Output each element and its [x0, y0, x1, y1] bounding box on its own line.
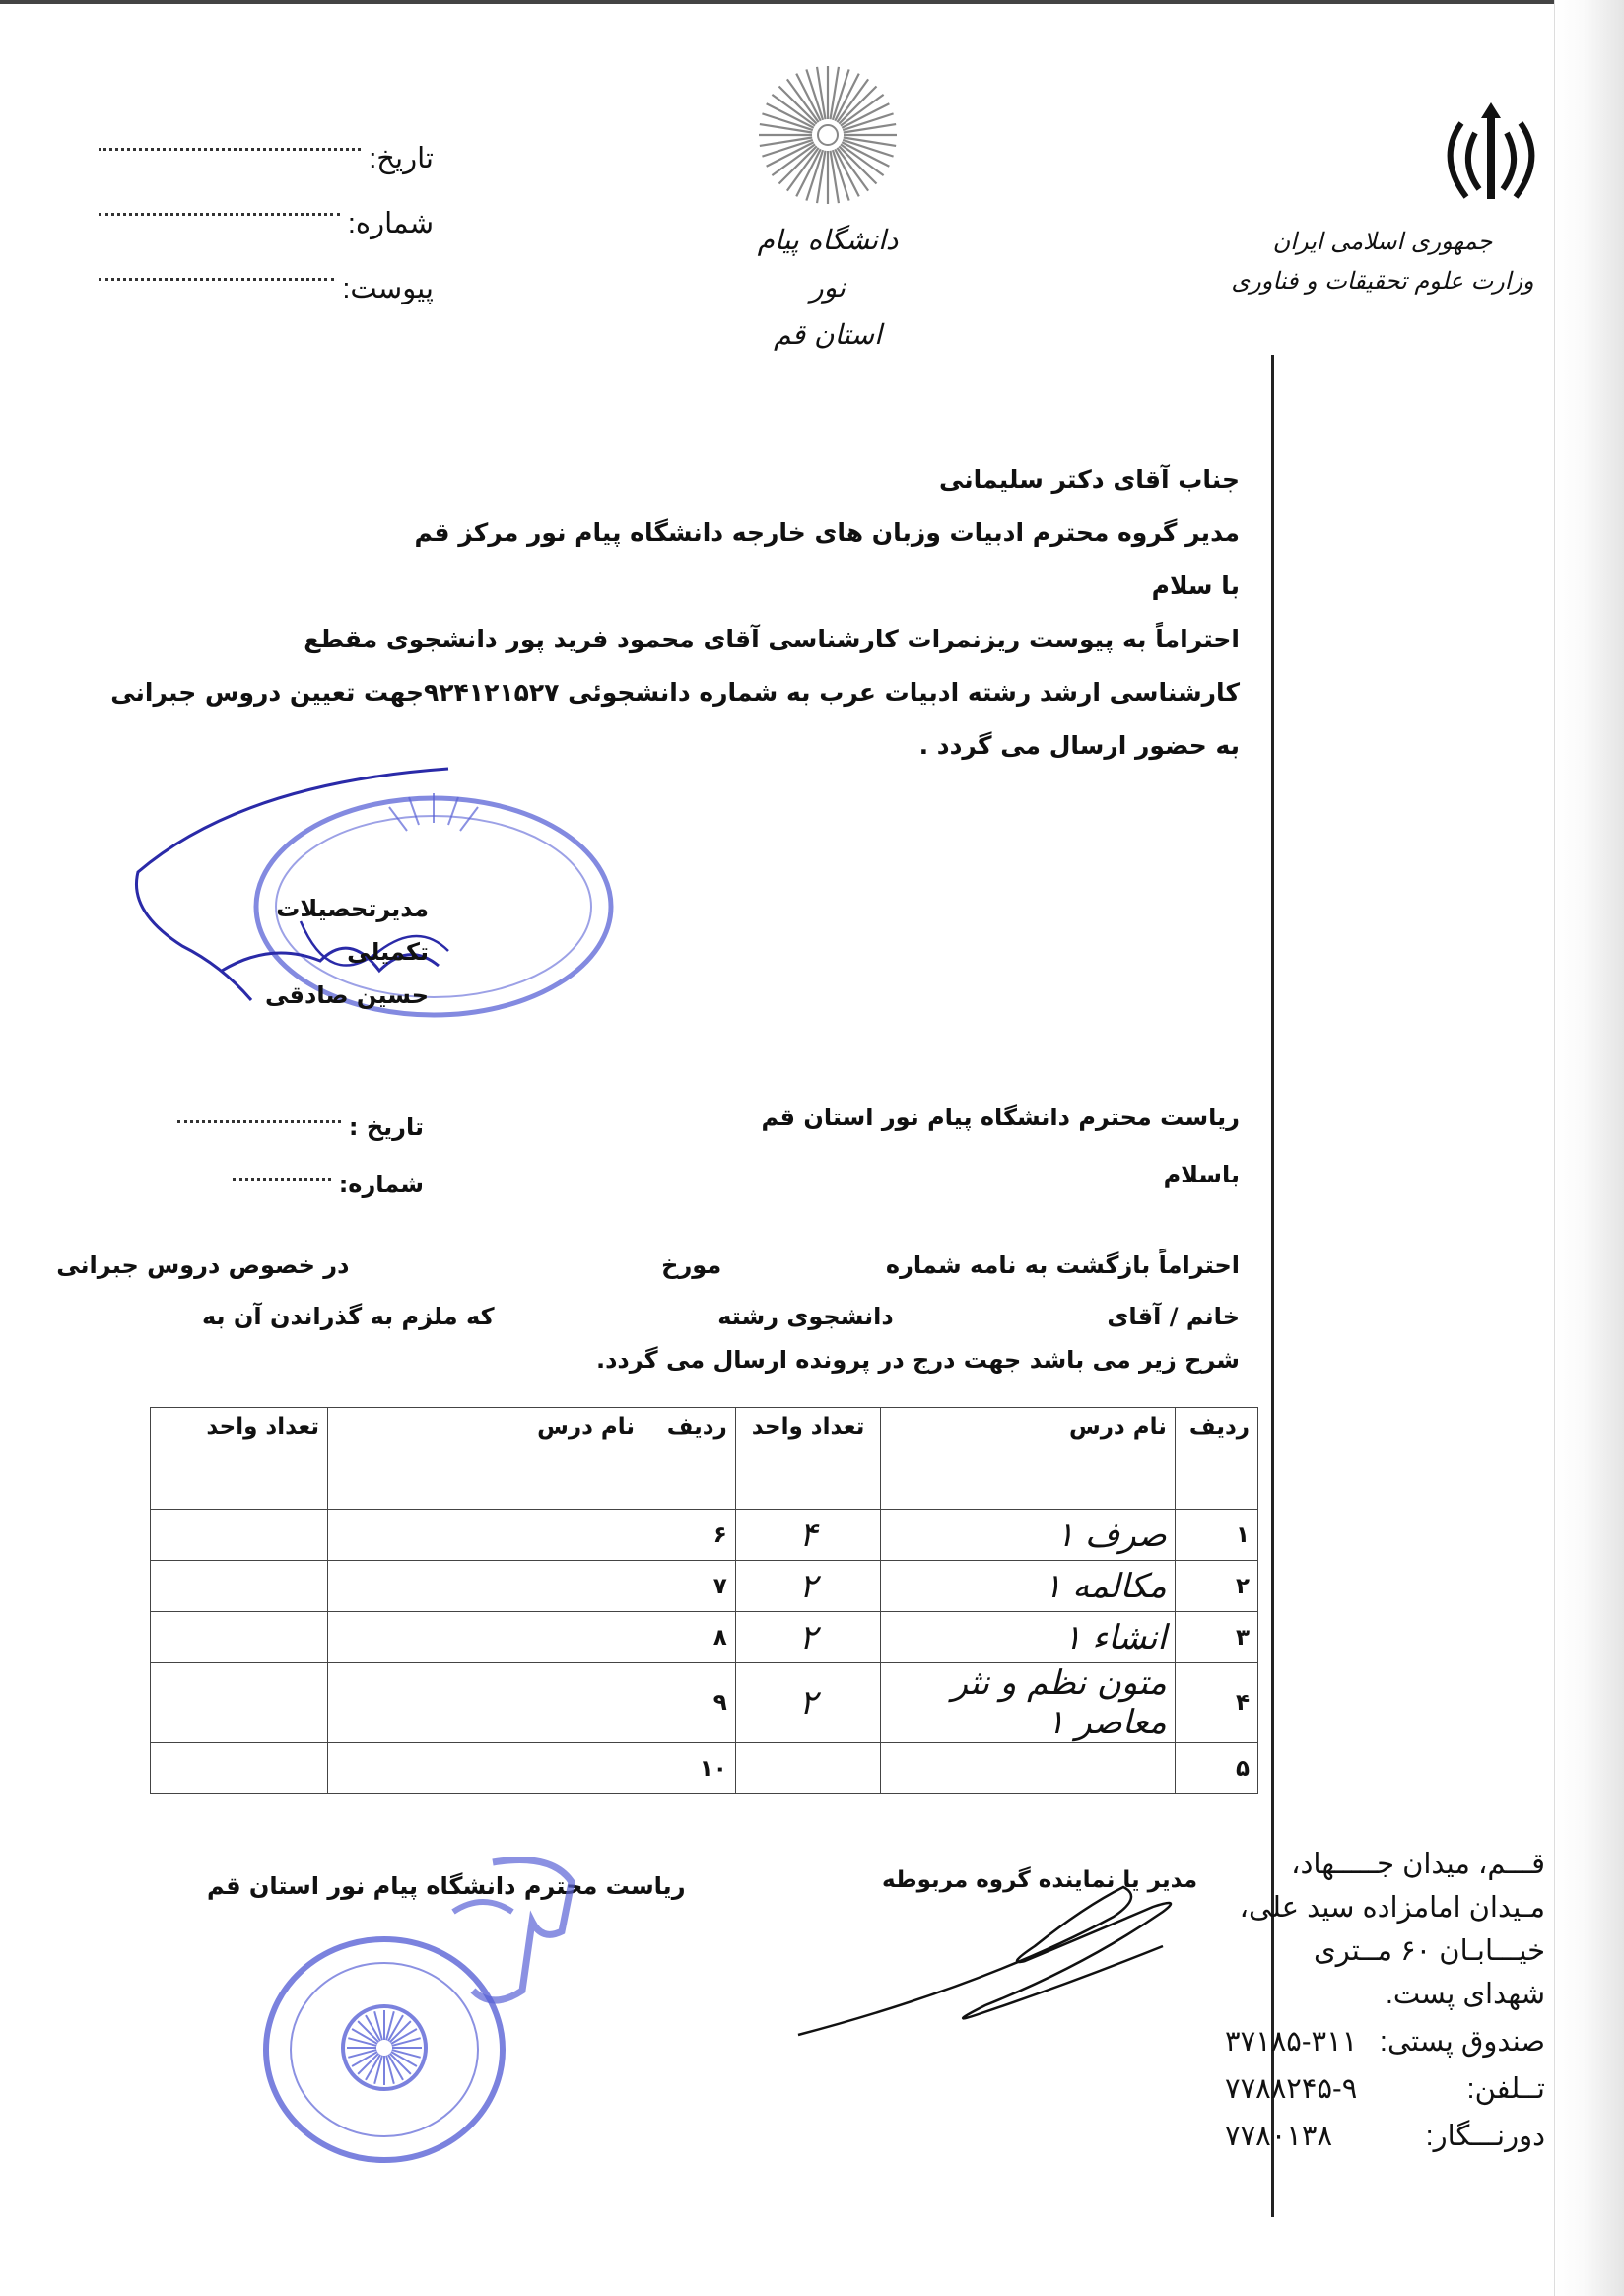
course-units-2-cell: [151, 1561, 328, 1612]
course-units-2-cell: [151, 1510, 328, 1561]
reply-metadata: [177, 1099, 424, 1213]
signer-title: مدیرتحصیلات تکمیلی: [276, 895, 429, 966]
header-row-number: ردیف: [1175, 1408, 1257, 1510]
address-block: [1225, 1843, 1545, 2158]
address-line-2: مـیدان امامزاده سید علی،: [1239, 1892, 1545, 1924]
course-name-cell: [881, 1743, 1175, 1794]
table-row: [151, 1743, 1258, 1794]
course-name-cell: مکالمه ۱: [881, 1561, 1175, 1612]
payame-noor-logo-icon: [754, 61, 902, 209]
phone-label: تــلفن:: [1466, 2073, 1545, 2105]
reply-line-2-c: که ملزم به گذراندن آن به: [202, 1303, 495, 1330]
reply-greeting: باسلام: [1163, 1161, 1240, 1188]
reply-number-field[interactable]: [233, 1156, 331, 1181]
course-name-cell: صرف ۱: [881, 1510, 1175, 1561]
ministry-line-2: وزارت علوم تحقیقات و فناوری: [1231, 267, 1534, 295]
reply-line-1-a: احتراماً بازگشت به نامه شماره: [885, 1251, 1240, 1279]
reply-line-3: شرح زیر می باشد جهت درج در پرونده ارسال می گردد.: [595, 1346, 1240, 1374]
course-name-2-cell: [328, 1663, 643, 1743]
row-number-2-cell: ۷: [643, 1561, 736, 1612]
greeting: با سلام: [1151, 572, 1240, 600]
university-line-2: استان قم: [774, 318, 882, 351]
table-row: [151, 1510, 1258, 1561]
row-number-2-cell: ۹: [643, 1663, 736, 1743]
table-row: [151, 1663, 1258, 1743]
row-number-cell: ۵: [1175, 1743, 1257, 1794]
course-name-2-cell: [328, 1612, 643, 1663]
course-units-cell: ۲: [735, 1612, 881, 1663]
po-box-row: [1225, 2020, 1545, 2063]
signer-name: حسین صادقی: [265, 981, 429, 1009]
po-box-value: ۳۷۱۸۵-۳۱۱: [1225, 2026, 1358, 2058]
iran-emblem-icon: [1432, 99, 1550, 217]
reply-line-2-a: خانم / آقای: [1107, 1303, 1240, 1330]
reply-date-field[interactable]: [177, 1099, 341, 1123]
header-units: تعداد واحد: [735, 1408, 881, 1510]
header-course-name-2: نام درس: [328, 1408, 643, 1510]
course-units-cell: ۴: [735, 1510, 881, 1561]
scan-top-edge: [0, 0, 1624, 4]
ministry-line-1: جمهوری اسلامی ایران: [1272, 228, 1493, 255]
course-units-2-cell: [151, 1743, 328, 1794]
university-line-1: دانشگاه پیام نور: [757, 224, 899, 304]
course-units-2-cell: [151, 1612, 328, 1663]
course-name-cell: انشاء ۱: [881, 1612, 1175, 1663]
address-line-3: خیـــابـان ۶۰ مــتری: [1314, 1935, 1545, 1967]
row-number-cell: ۴: [1175, 1663, 1257, 1743]
attachment-row: [99, 256, 434, 321]
table-header-row: [151, 1408, 1258, 1510]
reply-addressee: ریاست محترم دانشگاه پیام نور استان قم: [761, 1104, 1240, 1131]
body-line-1: احتراماً به پیوست ریزنمرات کارشناسی آقای محمود فرید پور دانشجوی مقطع: [304, 625, 1240, 653]
body-line-2: کارشناسی ارشد رشته ادبیات عرب به شماره دانشجوئی ۹۲۴۱۲۱۵۲۷جهت تعیین دروس جبرانی: [110, 678, 1240, 707]
date-row: [99, 126, 434, 191]
reply-number-label: شماره:: [338, 1171, 424, 1198]
fax-value: ۷۷۸۰۱۳۸: [1225, 2121, 1333, 2152]
compensatory-courses-table: [150, 1407, 1258, 1794]
phone-row: [1225, 2067, 1545, 2111]
date-label: تاریخ:: [369, 143, 434, 174]
fax-row: [1225, 2115, 1545, 2158]
row-number-cell: ۱: [1175, 1510, 1257, 1561]
header-course-name: نام درس: [881, 1408, 1175, 1510]
course-units-cell: ۲: [735, 1561, 881, 1612]
approval-stamp: [434, 1853, 591, 2020]
number-row: [99, 191, 434, 256]
course-name-2-cell: [328, 1743, 643, 1794]
reply-line-1: [56, 1237, 1240, 1294]
addressee-title: مدیر گروه محترم ادبیات وزبان های خارجه دانشگاه پیام نور مرکز قم: [414, 518, 1240, 547]
reply-number-row: [177, 1156, 424, 1213]
row-number-2-cell: ۶: [643, 1510, 736, 1561]
course-name-2-cell: [328, 1510, 643, 1561]
attachment-label: پیوست:: [342, 273, 434, 304]
reply-line-1-b: مورخ: [661, 1251, 722, 1279]
po-box-label: صندوق پستی:: [1379, 2026, 1545, 2058]
address-line-1: قـــم، میدان جـــــهاد،: [1291, 1849, 1545, 1880]
course-name-cell: متون نظم و نثر معاصر ۱: [881, 1663, 1175, 1743]
department-head-signature: [788, 1867, 1242, 2040]
course-units-cell: [735, 1743, 881, 1794]
table-row: [151, 1561, 1258, 1612]
course-units-2-cell: [151, 1663, 328, 1743]
course-units-cell: ۲: [735, 1663, 881, 1743]
row-number-cell: ۲: [1175, 1561, 1257, 1612]
footer-department-label: مدیر یا نماینده گروه مربوطه: [882, 1867, 1198, 1893]
reply-date-label: تاریخ :: [348, 1114, 424, 1141]
attachment-field[interactable]: [99, 256, 334, 281]
header-units-2: تعداد واحد: [151, 1408, 328, 1510]
signer-block: [192, 887, 429, 1017]
row-number-cell: ۳: [1175, 1612, 1257, 1663]
ministry-name: [1225, 222, 1540, 301]
date-field[interactable]: [99, 126, 361, 151]
university-name: [749, 217, 907, 359]
footer-president-label: ریاست محترم دانشگاه پیام نور استان قم: [207, 1872, 686, 1900]
course-name-2-cell: [328, 1561, 643, 1612]
row-number-2-cell: ۸: [643, 1612, 736, 1663]
reply-date-row: [177, 1099, 424, 1156]
body-line-3: به حضور ارسال می گردد .: [918, 731, 1240, 760]
salutation: جناب آقای دکتر سلیمانی: [938, 465, 1240, 494]
row-number-2-cell: ۱۰: [643, 1743, 736, 1794]
letter-body: [106, 453, 1240, 773]
fax-label: دورنـــگار:: [1425, 2121, 1545, 2152]
number-label: شماره:: [347, 208, 434, 239]
address-line-4: شهدای پست.: [1385, 1979, 1545, 2010]
scan-page-edge: [1554, 0, 1624, 2296]
phone-value: ۷۷۸۸۲۴۵-۹: [1225, 2073, 1358, 2105]
reply-line-1-c: در خصوص دروس جبرانی: [56, 1251, 350, 1279]
letter-metadata: [99, 126, 434, 321]
number-field[interactable]: [99, 191, 340, 216]
table-row: [151, 1612, 1258, 1663]
reply-line-2-b: دانشجوی رشته: [717, 1303, 894, 1330]
header-row-number-2: ردیف: [643, 1408, 736, 1510]
